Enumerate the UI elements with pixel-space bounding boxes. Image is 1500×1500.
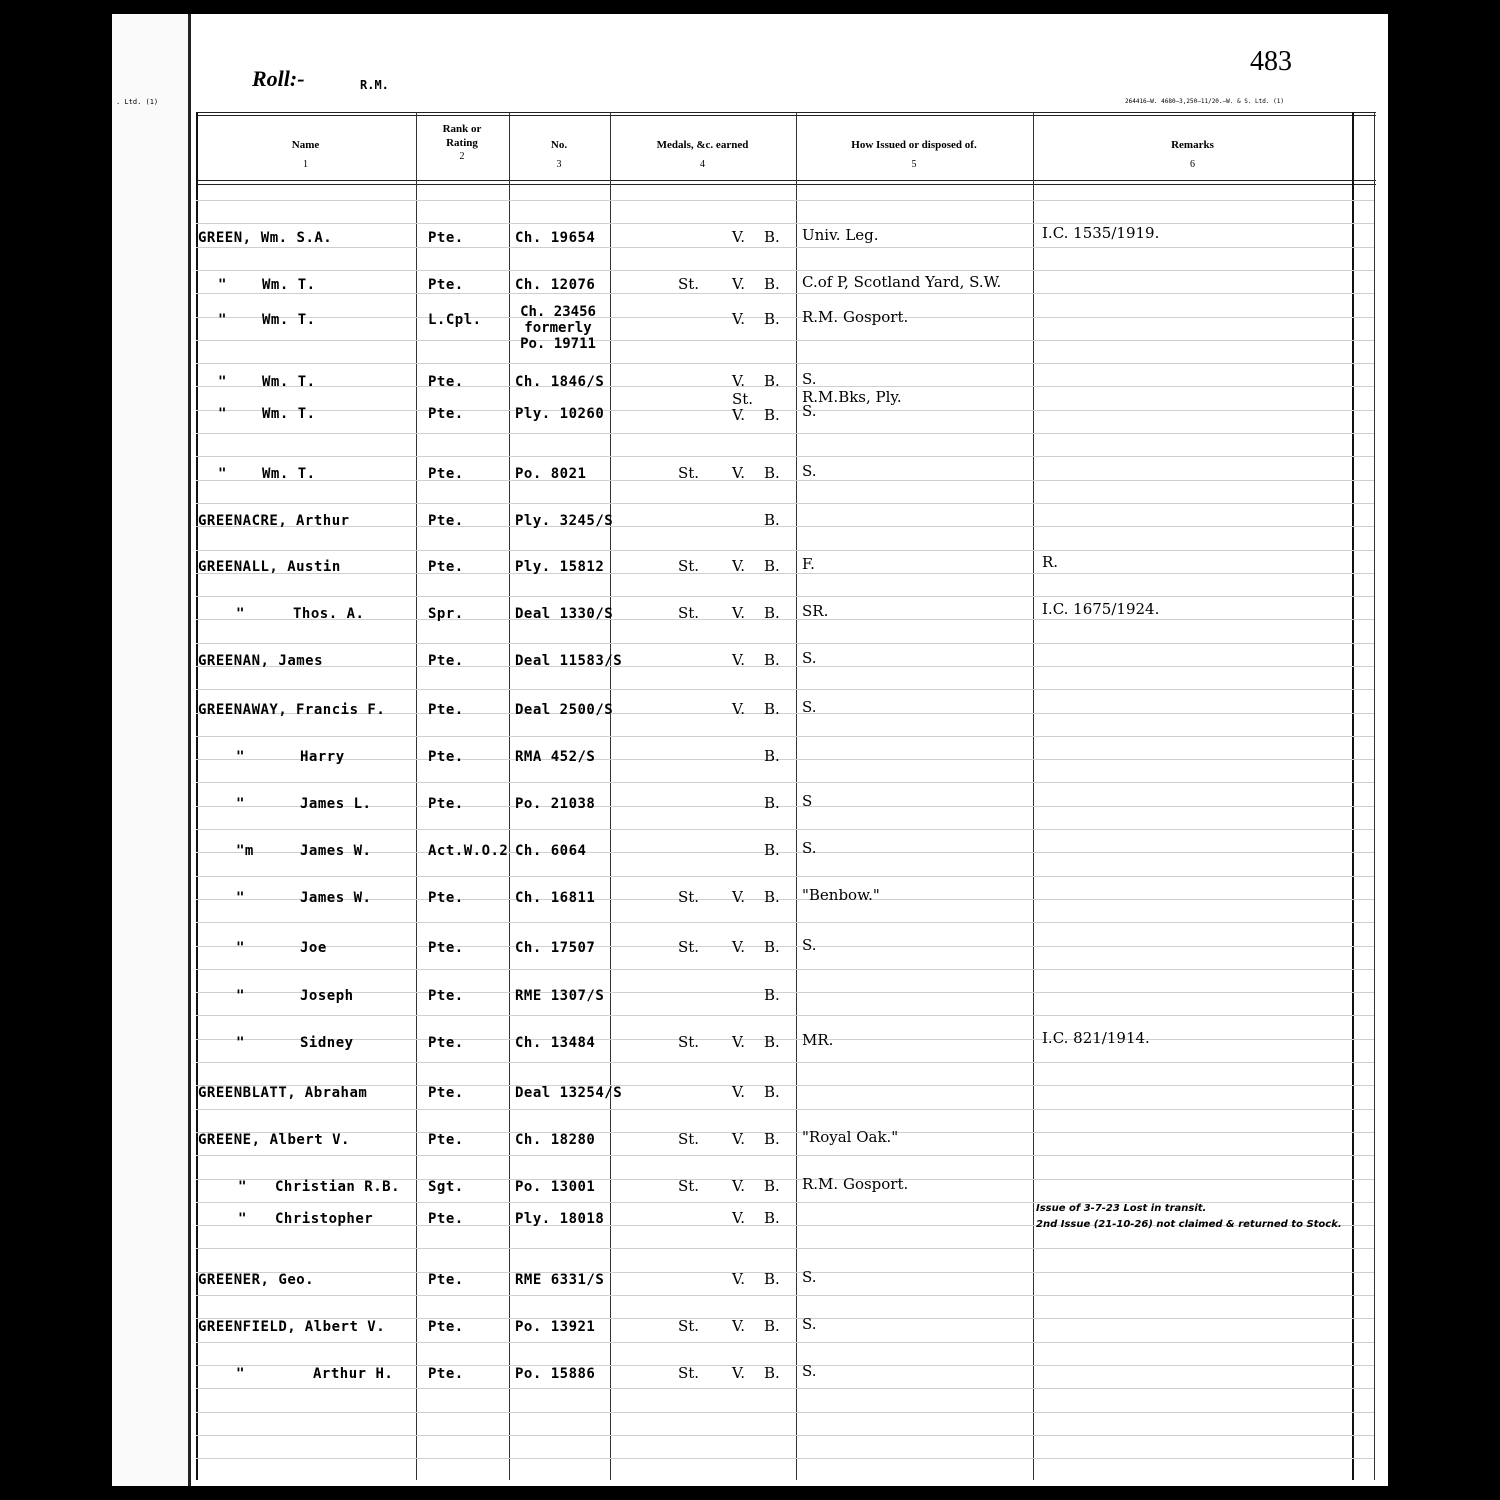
ruled-line — [196, 922, 1374, 923]
margin-form-ref: . Ltd. (1) — [116, 98, 159, 106]
table-row — [112, 1124, 1388, 1154]
table-row — [112, 269, 1388, 299]
table-row — [112, 1077, 1388, 1107]
ditto-mark: " — [236, 940, 245, 956]
medal-british-war: B. — [764, 275, 780, 293]
ruled-line — [196, 596, 1374, 597]
ruled-line — [196, 736, 1374, 737]
col-head-number — [509, 138, 609, 172]
ruled-line — [196, 1248, 1374, 1249]
medal-victory: V. — [732, 372, 745, 390]
col-head-medals-title: Medals, &c. earned — [656, 139, 749, 151]
medal-british-war: B. — [764, 747, 780, 765]
service-number: Ply. 18018 — [515, 1211, 605, 1227]
ruled-line — [196, 503, 1374, 504]
surname: GREENBLATT, — [198, 1085, 297, 1101]
medal-british-war: B. — [764, 464, 780, 482]
rank: Sgt. — [428, 1179, 464, 1195]
table-row — [112, 304, 1388, 352]
surname: GREENACRE, — [198, 513, 288, 529]
given-name: Christopher — [275, 1211, 374, 1227]
service-number: RME 6331/S — [515, 1272, 605, 1288]
issued-disposal: R.M. Gosport. — [802, 308, 909, 326]
rank: Pte. — [428, 940, 464, 956]
medal-victory: V. — [732, 406, 745, 424]
medal-british-war: B. — [764, 794, 780, 812]
medal-star: St. — [678, 1033, 700, 1051]
rank: Pte. — [428, 466, 464, 482]
ruled-line — [196, 1155, 1374, 1156]
rank: Pte. — [428, 374, 464, 390]
issued-disposal: S. — [802, 1315, 817, 1333]
ruled-line — [196, 1109, 1374, 1110]
medal-victory: V. — [732, 1270, 745, 1288]
service-number: Ch. 18280 — [515, 1132, 596, 1148]
ruled-line — [196, 1388, 1374, 1389]
remarks: I.C. 1675/1924. — [1042, 600, 1160, 618]
issued-disposal: S — [802, 792, 813, 810]
rank: Pte. — [428, 702, 464, 718]
rank: Pte. — [428, 988, 464, 1004]
ditto-mark: " — [236, 749, 245, 765]
medal-star: St. — [678, 1317, 700, 1335]
issued-disposal: S. — [802, 370, 817, 388]
medal-star: St. — [732, 390, 754, 408]
medal-british-war: B. — [764, 651, 780, 669]
medal-victory: V. — [732, 228, 745, 246]
given-name: Wm. T. — [262, 406, 316, 422]
table-row — [112, 388, 1388, 428]
given-name: Arthur — [296, 513, 350, 529]
medal-british-war: B. — [764, 841, 780, 859]
issued-disposal: "Royal Oak." — [802, 1128, 899, 1146]
given-name: Thos. A. — [293, 606, 365, 622]
table-row — [112, 505, 1388, 535]
service-number: Ch. 16811 — [515, 890, 596, 906]
ruled-line — [196, 782, 1374, 783]
issued-disposal: S. — [802, 698, 817, 716]
service-number: Deal 13254/S — [515, 1085, 623, 1101]
col-head-number-index: 3 — [556, 159, 562, 170]
medal-british-war: B. — [764, 557, 780, 575]
given-name: Harry — [300, 749, 345, 765]
rank: Pte. — [428, 749, 464, 765]
table-row — [112, 222, 1388, 252]
rank: Pte. — [428, 890, 464, 906]
service-number: Ply. 10260 — [515, 406, 605, 422]
surname: GREENAN, — [198, 653, 270, 669]
issued-disposal: R.M.Bks, Ply. S. — [802, 388, 902, 420]
table-row — [112, 1027, 1388, 1057]
medal-british-war: B. — [764, 938, 780, 956]
given-name: Christian R.B. — [275, 1179, 401, 1195]
ruled-line — [196, 1458, 1374, 1459]
header-bottom-rule — [196, 180, 1376, 181]
remarks-note: Issue of 3-7-23 Lost in transit. 2nd Issue (21-10-26) not claimed & returned to Stock. — [1036, 1203, 1342, 1230]
issued-disposal: S. — [802, 936, 817, 954]
service-number: Ch. 19654 — [515, 230, 596, 246]
ditto-mark: " — [236, 890, 245, 906]
medal-british-war: B. — [764, 888, 780, 906]
given-name: James — [278, 653, 324, 669]
ruled-line — [196, 433, 1374, 434]
ditto-mark: " — [238, 1179, 247, 1195]
medal-victory: V. — [732, 1209, 745, 1227]
rank: Pte. — [428, 559, 464, 575]
table-row — [112, 1311, 1388, 1341]
medal-victory: V. — [732, 557, 745, 575]
table-row — [112, 980, 1388, 1010]
medal-star: St. — [678, 1130, 700, 1148]
medal-victory: V. — [732, 888, 745, 906]
medal-british-war: B. — [764, 1033, 780, 1051]
issued-disposal: S. — [802, 1362, 817, 1380]
rank: Pte. — [428, 406, 464, 422]
medal-victory: V. — [732, 464, 745, 482]
ditto-mark: " — [218, 466, 227, 482]
medal-british-war: B. — [764, 604, 780, 622]
ruled-line — [196, 1295, 1374, 1296]
given-name: Wm. T. — [262, 312, 316, 328]
rank: Pte. — [428, 796, 464, 812]
service-number: Po. 15886 — [515, 1366, 596, 1382]
col-head-remarks-title: Remarks — [1171, 139, 1214, 151]
rank: Act.W.O.2 — [428, 843, 509, 859]
given-name: Francis F. — [296, 702, 386, 718]
medal-british-war: B. — [764, 1270, 780, 1288]
given-name: James W. — [300, 890, 372, 906]
roll-value: R.M. — [360, 78, 389, 92]
page-number: 483 — [1250, 46, 1292, 77]
rank: Pte. — [428, 1211, 464, 1227]
medal-british-war: B. — [764, 1083, 780, 1101]
issued-disposal: S. — [802, 649, 817, 667]
issued-disposal: C.of P, Scotland Yard, S.W. — [802, 273, 1002, 291]
ditto-mark: " — [236, 606, 245, 622]
ditto-mark: " — [218, 277, 227, 293]
rank: Pte. — [428, 1272, 464, 1288]
given-name: Albert V. — [304, 1319, 386, 1335]
given-name: Wm. T. — [262, 466, 316, 482]
rank: Pte. — [428, 513, 464, 529]
medal-victory: V. — [732, 275, 745, 293]
issued-disposal: F. — [802, 555, 815, 573]
ruled-line — [196, 829, 1374, 830]
given-name: Geo. — [278, 1272, 315, 1288]
service-number: Deal 2500/S — [515, 702, 614, 718]
issued-disposal: S. — [802, 462, 817, 480]
table-row — [112, 551, 1388, 581]
given-name: James W. — [300, 843, 372, 859]
given-name: Wm. T. — [262, 277, 316, 293]
medal-victory: V. — [732, 310, 745, 328]
remarks: R. — [1042, 553, 1059, 571]
medal-star: St. — [678, 557, 700, 575]
medal-british-war: B. — [764, 406, 780, 424]
ruled-line — [196, 1412, 1374, 1413]
service-number: Ch. 6064 — [515, 843, 587, 859]
surname: GREENE, — [198, 1132, 261, 1148]
ruled-line — [196, 1435, 1374, 1436]
given-name: Arthur H. — [313, 1366, 394, 1382]
medal-british-war: B. — [764, 372, 780, 390]
table-row — [112, 1264, 1388, 1294]
ditto-mark: " — [236, 1035, 245, 1051]
service-number: Po. 21038 — [515, 796, 596, 812]
header-top-rule — [196, 115, 1376, 116]
ditto-mark: " — [218, 374, 227, 390]
col-head-issued-title: How Issued or disposed of. — [851, 139, 977, 151]
issued-disposal: SR. — [802, 602, 829, 620]
rank: Pte. — [428, 1035, 464, 1051]
col-head-rank-title: Rank or Rating — [442, 123, 482, 149]
ditto-mark: " — [238, 1211, 247, 1227]
medal-victory: V. — [732, 1177, 745, 1195]
col-head-name-title: Name — [291, 139, 320, 151]
table-row — [112, 835, 1388, 865]
table-row — [112, 598, 1388, 628]
medal-star: St. — [678, 888, 700, 906]
col-head-name — [196, 138, 415, 172]
issued-disposal: S. — [802, 839, 817, 857]
given-name: Albert V. — [269, 1132, 350, 1148]
ditto-mark: "m — [236, 843, 254, 859]
medal-victory: V. — [732, 1317, 745, 1335]
medal-victory: V. — [732, 604, 745, 622]
col-head-issued — [796, 138, 1032, 172]
rank: Pte. — [428, 653, 464, 669]
rank: Pte. — [428, 1132, 464, 1148]
issued-disposal: R.M. Gosport. — [802, 1175, 909, 1193]
medal-british-war: B. — [764, 1130, 780, 1148]
medal-victory: V. — [732, 700, 745, 718]
col-head-rank — [416, 122, 508, 164]
given-name: James L. — [300, 796, 372, 812]
medal-british-war: B. — [764, 986, 780, 1004]
service-number: Ply. 15812 — [515, 559, 605, 575]
ditto-mark: " — [218, 312, 227, 328]
service-number: RME 1307/S — [515, 988, 605, 1004]
ruled-line — [196, 200, 1374, 201]
surname: GREEN, — [198, 230, 252, 246]
ruled-line — [196, 340, 1374, 341]
medal-british-war: B. — [764, 1209, 780, 1227]
medal-victory: V. — [732, 1083, 745, 1101]
surname: GREENALL, — [198, 559, 279, 575]
header-top-rule — [196, 112, 1376, 113]
col-head-remarks — [1033, 138, 1352, 172]
table-row — [112, 788, 1388, 818]
service-number: Ch. 13484 — [515, 1035, 596, 1051]
service-number: Po. 13921 — [515, 1319, 596, 1335]
medal-star: St. — [678, 464, 700, 482]
medal-victory: V. — [732, 1130, 745, 1148]
medal-star: St. — [678, 1364, 700, 1382]
ditto-mark: " — [236, 796, 245, 812]
issued-disposal: Univ. Leg. — [802, 226, 879, 244]
service-number: Deal 11583/S — [515, 653, 623, 669]
rank: Pte. — [428, 277, 464, 293]
col-head-rank-index: 2 — [459, 151, 465, 162]
rank: Pte. — [428, 1085, 464, 1101]
medal-star: St. — [678, 604, 700, 622]
table-row — [112, 694, 1388, 724]
table-row — [112, 458, 1388, 488]
medal-british-war: B. — [764, 1317, 780, 1335]
given-name: Sidney — [300, 1035, 354, 1051]
col-head-issued-index: 5 — [911, 159, 917, 170]
ruled-line — [196, 456, 1374, 457]
col-head-medals — [610, 138, 795, 172]
table-row — [112, 1171, 1388, 1201]
issued-disposal: MR. — [802, 1031, 834, 1049]
given-name: Joe — [300, 940, 327, 956]
ditto-mark: " — [236, 1366, 245, 1382]
medal-victory: V. — [732, 651, 745, 669]
rank: Pte. — [428, 1366, 464, 1382]
service-number: Po. 13001 — [515, 1179, 596, 1195]
medal-british-war: B. — [764, 1177, 780, 1195]
issued-disposal: S. — [802, 1268, 817, 1286]
table-row — [112, 882, 1388, 912]
service-number: Deal 1330/S — [515, 606, 614, 622]
col-head-remarks-index: 6 — [1190, 159, 1195, 170]
form-reference: 264416—W. 4680—3,250—11/20.—W. & S. Ltd. (1) — [1125, 98, 1284, 105]
given-name: Wm. S.A. — [260, 230, 333, 246]
service-number: Ch. 12076 — [515, 277, 596, 293]
ruled-line — [196, 643, 1374, 644]
ruled-line — [196, 363, 1374, 364]
given-name: Austin — [287, 559, 341, 575]
header-bottom-rule — [196, 184, 1376, 185]
service-number: Po. 8021 — [515, 466, 587, 482]
table-row — [112, 932, 1388, 962]
rank: L.Cpl. — [428, 312, 482, 328]
given-name: Wm. T. — [262, 374, 316, 390]
medal-star: St. — [678, 938, 700, 956]
remarks: I.C. 1535/1919. — [1042, 224, 1160, 242]
surname: GREENAWAY, — [198, 702, 288, 718]
rank: Pte. — [428, 1319, 464, 1335]
table-row — [112, 1358, 1388, 1388]
ruled-line — [196, 1342, 1374, 1343]
medal-victory: V. — [732, 1033, 745, 1051]
rank: Spr. — [428, 606, 464, 622]
medal-victory: V. — [732, 1364, 745, 1382]
table-row — [112, 645, 1388, 675]
medal-star: St. — [678, 275, 700, 293]
rank: Pte. — [428, 230, 464, 246]
ruled-line — [196, 1062, 1374, 1063]
service-number: Ch. 1846/S — [515, 374, 605, 390]
service-number: Ch. 23456 formerly Po. 19711 — [520, 304, 596, 352]
col-head-name-index: 1 — [303, 159, 308, 170]
medal-british-war: B. — [764, 700, 780, 718]
given-name: Joseph — [300, 988, 354, 1004]
given-name: Abraham — [304, 1085, 368, 1101]
roll-sheet — [112, 14, 1388, 1486]
surname: GREENFIELD, — [198, 1319, 297, 1335]
ruled-line — [196, 689, 1374, 690]
ditto-mark: " — [218, 406, 227, 422]
remarks: I.C. 821/1914. — [1042, 1029, 1150, 1047]
ruled-line — [196, 1015, 1374, 1016]
medal-british-war: B. — [764, 310, 780, 328]
col-head-number-title: No. — [550, 139, 568, 151]
roll-label: Roll:- — [252, 66, 305, 91]
ditto-mark: " — [236, 988, 245, 1004]
table-row — [112, 1203, 1388, 1233]
issued-disposal: "Benbow." — [802, 886, 880, 904]
ruled-line — [196, 876, 1374, 877]
medal-star: St. — [678, 1177, 700, 1195]
medal-british-war: B. — [764, 228, 780, 246]
table-row — [112, 741, 1388, 771]
col-head-medals-index: 4 — [700, 159, 705, 170]
service-number: Ply. 3245/S — [515, 513, 614, 529]
medal-british-war: B. — [764, 511, 780, 529]
medal-british-war: B. — [764, 1364, 780, 1382]
service-number: RMA 452/S — [515, 749, 596, 765]
service-number: Ch. 17507 — [515, 940, 596, 956]
surname: GREENER, — [198, 1272, 270, 1288]
medal-victory: V. — [732, 938, 745, 956]
ruled-line — [196, 969, 1374, 970]
